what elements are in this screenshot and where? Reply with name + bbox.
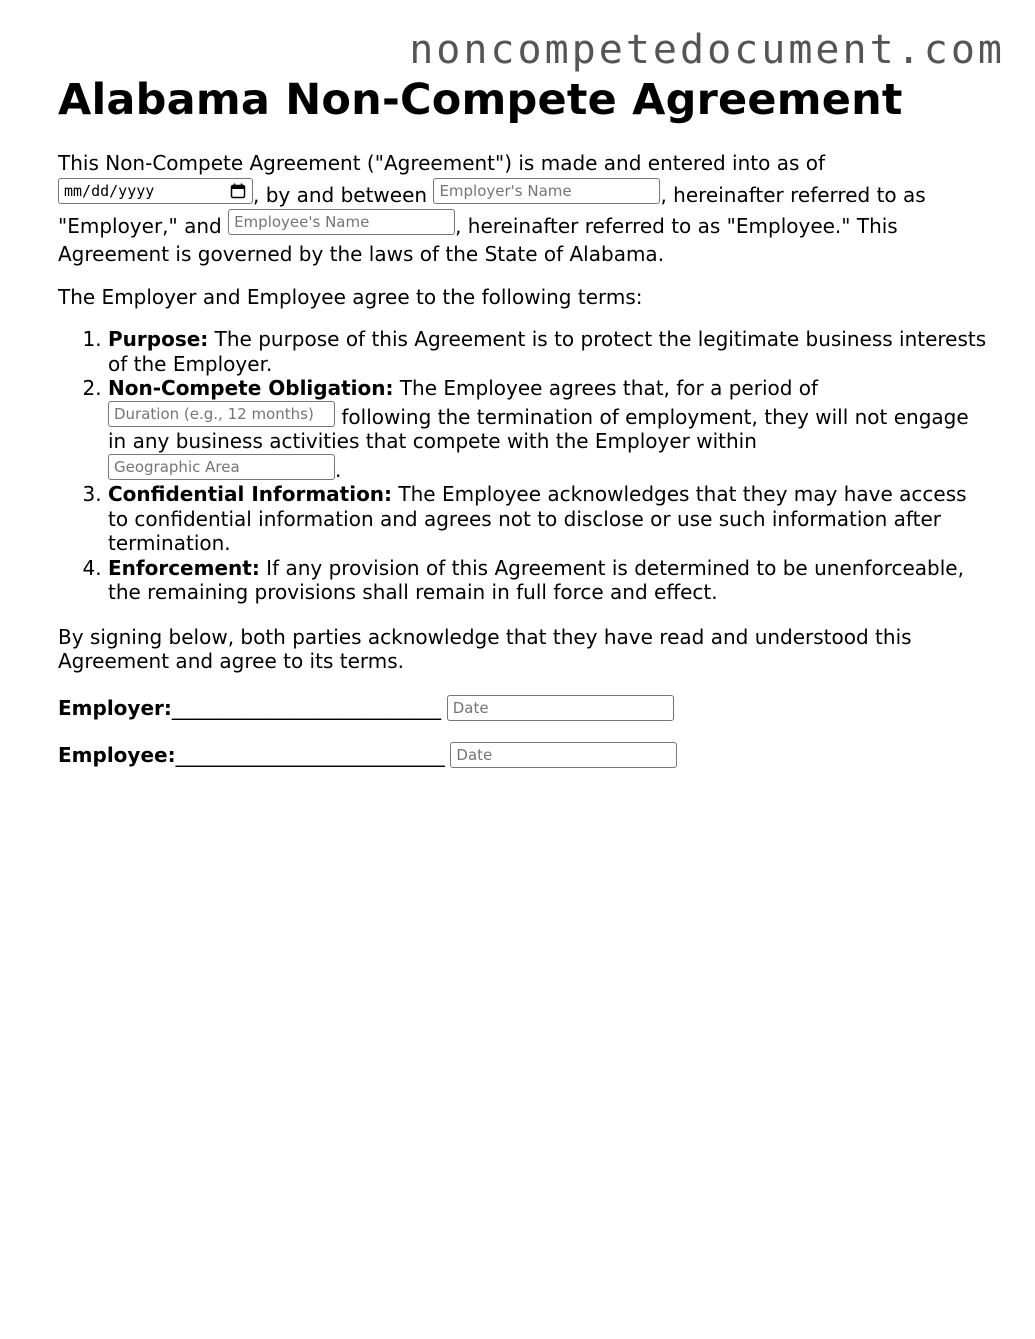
employee-signature-line[interactable]: ____________________________ <box>175 742 445 767</box>
intro-text-2: , by and between <box>253 182 434 207</box>
term-text: following the termination of employment, they will not engage in any business activities that compete with the Employer within <box>108 404 969 453</box>
employee-signature-label: Employee: <box>58 742 176 767</box>
intro-text-1: This Non-Compete Agreement ("Agreement") is made and entered into as of <box>58 151 826 175</box>
employee-name-input[interactable]: Employee's Name <box>228 209 455 235</box>
term-text: The Employee acknowledges that they may have access to confidential information and agrees not to disclose or use such information after termination. <box>108 482 967 555</box>
term-text: If any provision of this Agreement is determined to be unenforceable, the remaining provisions shall remain in full force and effect. <box>108 555 964 604</box>
intro-text-4: , hereinafter referred to as "Employee." This Agreement is governed by the laws of the State of Alabama. <box>58 214 898 266</box>
term-text: The purpose of this Agreement is to protect the legitimate business interests of the Employer. <box>108 327 987 376</box>
geographic-area-input[interactable]: Geographic Area <box>108 454 335 480</box>
term-enforcement <box>108 556 988 605</box>
term-heading: Confidential Information: <box>108 482 393 506</box>
term-heading: Purpose: <box>108 327 209 351</box>
intro-text-3: , hereinafter referred to as "Employer," and <box>58 182 926 238</box>
agreement-date-input[interactable] <box>58 178 253 204</box>
employer-signature-label: Employer: <box>58 695 172 720</box>
intro-paragraph <box>58 150 988 268</box>
document-title: Alabama Non-Compete Agreement <box>58 75 903 125</box>
site-watermark: noncompetedocument.com <box>409 27 1005 73</box>
term-non-compete <box>108 376 988 482</box>
employer-signature-line[interactable]: ____________________________ <box>171 695 441 720</box>
terms-list <box>58 327 988 605</box>
employee-signature-row <box>58 741 988 769</box>
acknowledgment-paragraph: By signing below, both parties acknowledge that they have read and understood this Agreement and agree to its terms. <box>58 624 912 673</box>
duration-input[interactable]: Duration (e.g., 12 months) <box>108 401 335 427</box>
term-heading: Enforcement: <box>108 555 260 580</box>
term-purpose <box>108 327 988 376</box>
term-text: . <box>335 457 342 482</box>
employee-date-input[interactable]: Date <box>450 742 677 768</box>
term-text: The Employee agrees that, for a period of <box>393 376 819 400</box>
term-heading: Non-Compete Obligation: <box>108 376 394 400</box>
calendar-icon[interactable] <box>230 183 246 199</box>
term-confidential <box>108 482 988 556</box>
agreement-document <box>58 74 988 769</box>
employer-date-input[interactable]: Date <box>447 695 674 721</box>
employer-signature-row <box>58 694 988 722</box>
employer-name-input[interactable]: Employer's Name <box>433 178 660 204</box>
date-placeholder: mm/dd/yyyy <box>64 181 155 200</box>
terms-lead: The Employer and Employee agree to the following terms: <box>58 285 643 309</box>
